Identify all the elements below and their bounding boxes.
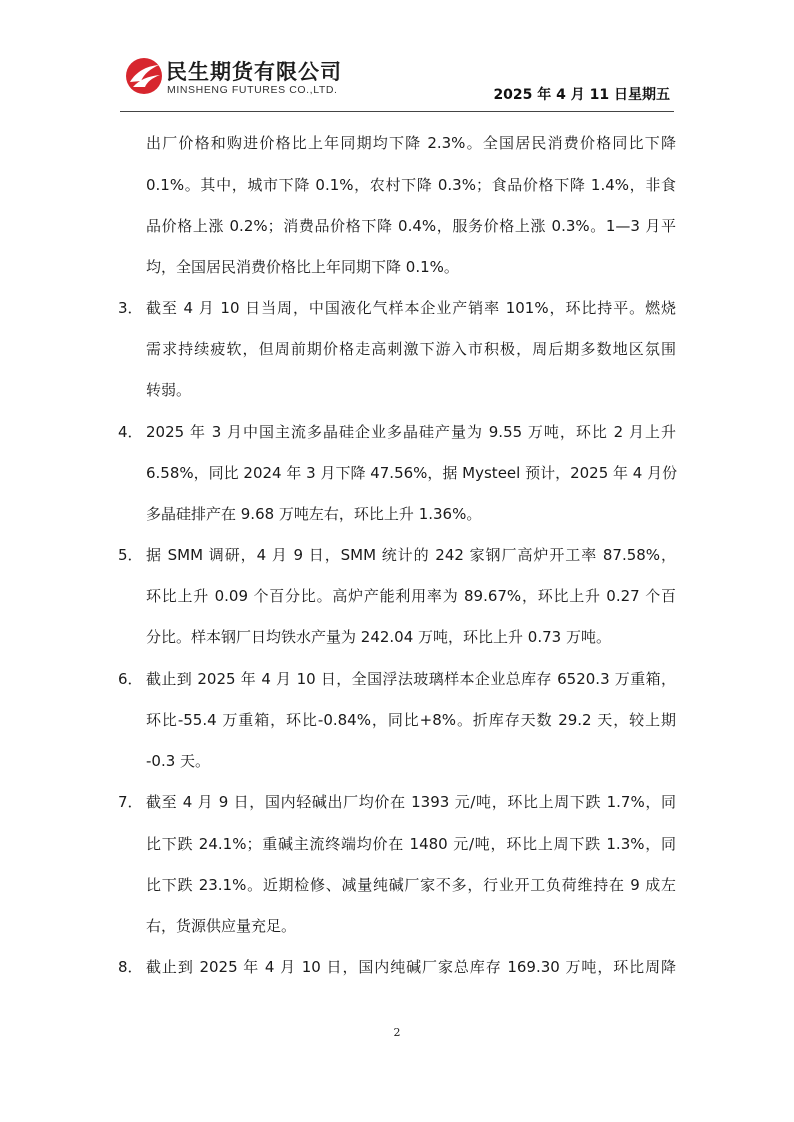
list-item-number: 3．: [118, 299, 143, 317]
minsheng-swoosh-icon: [124, 56, 164, 96]
text-line: 据 SMM 调研，4 月 9 日，SMM 统计的 242 家钢厂高炉开工率 87.58%，: [146, 546, 676, 564]
text-line: 比下跌 23.1%。近期检修、减量纯碱厂家不多，行业开工负荷维持在 9 成左: [146, 876, 676, 894]
text-line: 比下跌 24.1%；重碱主流终端均价在 1480 元/吨，环比上周下跌 1.3%，同: [146, 835, 676, 853]
text-line: 分比。样本钢厂日均铁水产量为 242.04 万吨，环比上升 0.73 万吨。: [146, 628, 611, 646]
text-line: 截止到 2025 年 4 月 10 日，国内纯碱厂家总库存 169.30 万吨，环比周降: [146, 958, 676, 976]
text-line: -0.3 天。: [146, 752, 211, 770]
text-line: 0.1%。其中，城市下降 0.1%，农村下降 0.3%；食品价格下降 1.4%，非食: [146, 176, 676, 194]
text-line: 截至 4 月 10 日当周，中国液化气样本企业产销率 101%，环比持平。燃烧: [146, 299, 676, 317]
company-name-cn: 民生期货有限公司: [166, 60, 342, 84]
list-item-number: 8．: [118, 958, 143, 976]
page-number: 2: [393, 1026, 401, 1039]
text-line: 品价格上涨 0.2%；消费品价格下降 0.4%，服务价格上涨 0.3%。1—3 月平: [146, 217, 676, 235]
text-line: 环比上升 0.09 个百分比。高炉产能利用率为 89.67%，环比上升 0.27 个百: [146, 587, 676, 605]
company-logo: [124, 54, 364, 100]
list-item-number: 7．: [118, 793, 143, 811]
text-line: 需求持续疲软，但周前期价格走高刺激下游入市积极，周后期多数地区氛围: [146, 340, 676, 358]
text-line: 截至 4 月 9 日，国内轻碱出厂均价在 1393 元/吨，环比上周下跌 1.7%，同: [146, 793, 676, 811]
text-line: 出厂价格和购进价格比上年同期均下降 2.3%。全国居民消费价格同比下降: [146, 134, 676, 152]
list-item-number: 6．: [118, 670, 143, 688]
text-line: 环比-55.4 万重箱，环比-0.84%，同比+8%。折库存天数 29.2 天，较上期: [146, 711, 676, 729]
text-line: 6.58%，同比 2024 年 3 月下降 47.56%，据 Mysteel 预计，2025 年 4 月份: [146, 464, 678, 482]
page-header: [0, 0, 794, 120]
list-item-number: 5．: [118, 546, 143, 564]
text-line: 多晶硅排产在 9.68 万吨左右，环比上升 1.36%。: [146, 505, 482, 523]
report-date: 2025 年 4 月 11 日星期五: [493, 87, 670, 103]
text-line: 2025 年 3 月中国主流多晶硅企业多晶硅产量为 9.55 万吨，环比 2 月上升: [146, 423, 676, 441]
text-line: 均，全国居民消费价格比上年同期下降 0.1%。: [146, 258, 459, 276]
text-line: 转弱。: [146, 381, 192, 399]
text-line: 截止到 2025 年 4 月 10 日，全国浮法玻璃样本企业总库存 6520.3 万重箱，: [146, 670, 676, 688]
header-divider: [120, 111, 674, 112]
company-name-en: MINSHENG FUTURES CO.,LTD.: [167, 84, 338, 96]
text-line: 右，货源供应量充足。: [146, 917, 297, 935]
list-item-number: 4．: [118, 423, 143, 441]
